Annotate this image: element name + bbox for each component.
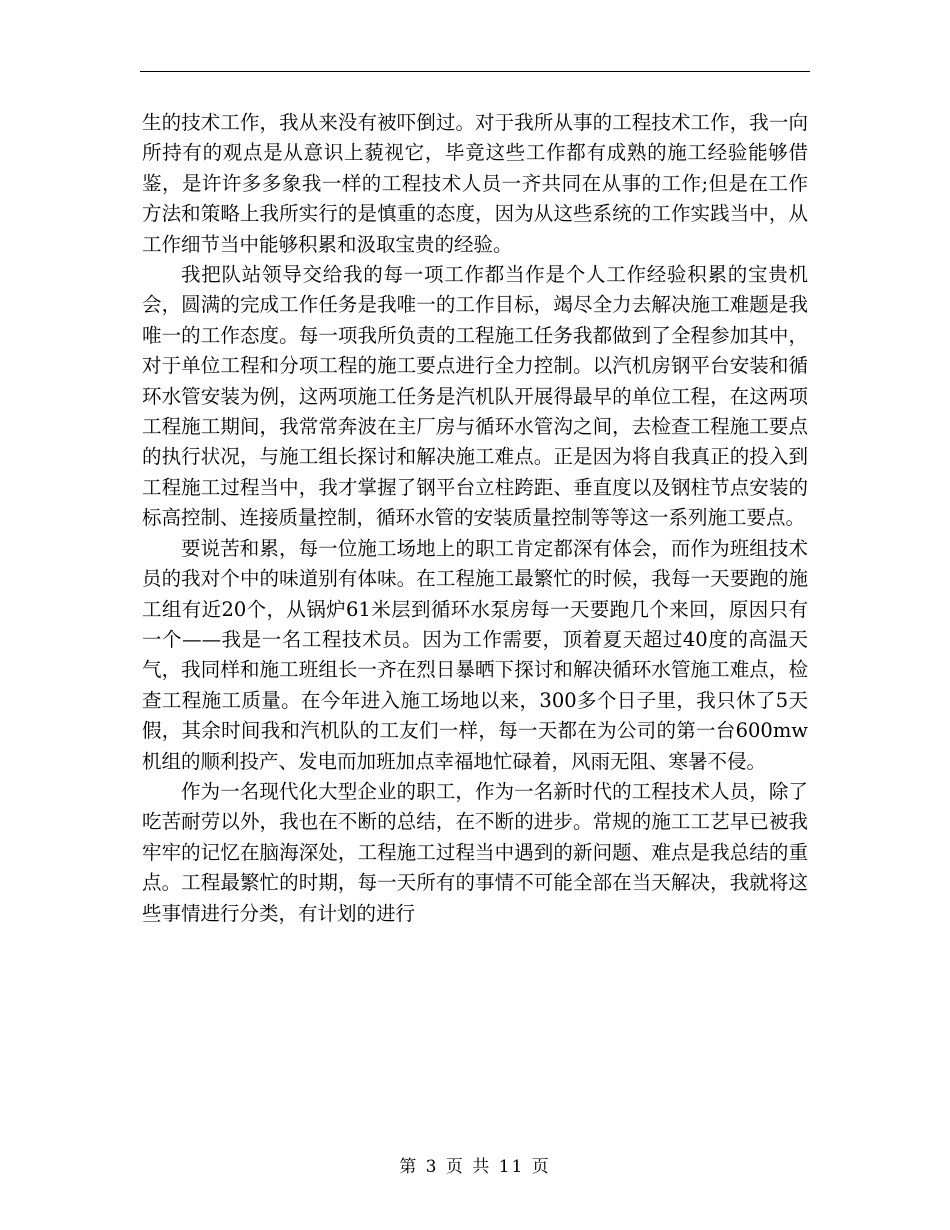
document-body [142,108,808,929]
footer-label-after: 页 [531,1157,551,1177]
footer-label-middle: 页 共 [445,1157,492,1177]
paragraph: 要说苦和累，每一位施工场地上的职工肯定都深有体会，而作为班组技术员的我对个中的味道别有体味。在工程施工最繁忙的时候，我每一天要跑的施工组有近20个，从锅炉61米层到循环水泵房每一天要跑几个来回，原因只有一个——我是一名工程技术员。因为工作需要，顶着夏天超过40度的高温天气，我同样和施工班组长一齐在烈日暴晒下探讨和解决循环水管施工难点，检查工程施工质量。在今年进入施工场地以来，300多个日子里，我只休了5天假，其余时间我和汽机队的工友们一样，每一天都在为公司的第一台600mw机组的顺利投产、发电而加班加点幸福地忙碌着，风雨无阻、寒暑不侵。 [142,536,808,773]
footer-label-before: 第 [399,1157,419,1177]
paragraph: 我把队站领导交给我的每一项工作都当作是个人工作经验积累的宝贵机会，圆满的完成工作任务是我唯一的工作目标，竭尽全力去解决施工难题是我唯一的工作态度。每一项我所负责的工程施工任务我都做到了全程参加其中，对于单位工程和分项工程的施工要点进行全力控制。以汽机房钢平台安装和循环水管安装为例，这两项施工任务是汽机队开展得最早的单位工程，在这两项工程施工期间，我常常奔波在主厂房与循环水管沟之间，去检查工程施工要点的执行状况，与施工组长探讨和解决施工难点。正是因为将自我真正的投入到工程施工过程当中，我才掌握了钢平台立柱跨距、垂直度以及钢柱节点安装的标高控制、连接质量控制，循环水管的安装质量控制等等这一系列施工要点。 [142,263,808,530]
paragraph: 生的技术工作，我从来没有被吓倒过。对于我所从事的工程技术工作，我一向所持有的观点是从意识上藐视它，毕竟这些工作都有成熟的施工经验能够借鉴，是许许多多象我一样的工程技术人员一齐共同在从事的工作;但是在工作方法和策略上我所实行的是慎重的态度，因为从这些系统的工作实践当中，从工作细节当中能够积累和汲取宝贵的经验。 [142,111,808,256]
total-pages-number: 11 [498,1157,525,1177]
current-page-number: 3 [425,1157,439,1177]
paragraph: 作为一名现代化大型企业的职工，作为一名新时代的工程技术人员，除了吃苦耐劳以外，我也在不断的总结，在不断的进步。常规的施工工艺早已被我牢牢的记忆在脑海深处，工程施工过程当中遇到的新问题、难点是我总结的重点。工程最繁忙的时期，每一天所有的事情不可能全部在当天解决，我就将这些事情进行分类，有计划的进行 [142,779,808,925]
header-rule [140,71,810,72]
page-footer [0,1155,950,1179]
